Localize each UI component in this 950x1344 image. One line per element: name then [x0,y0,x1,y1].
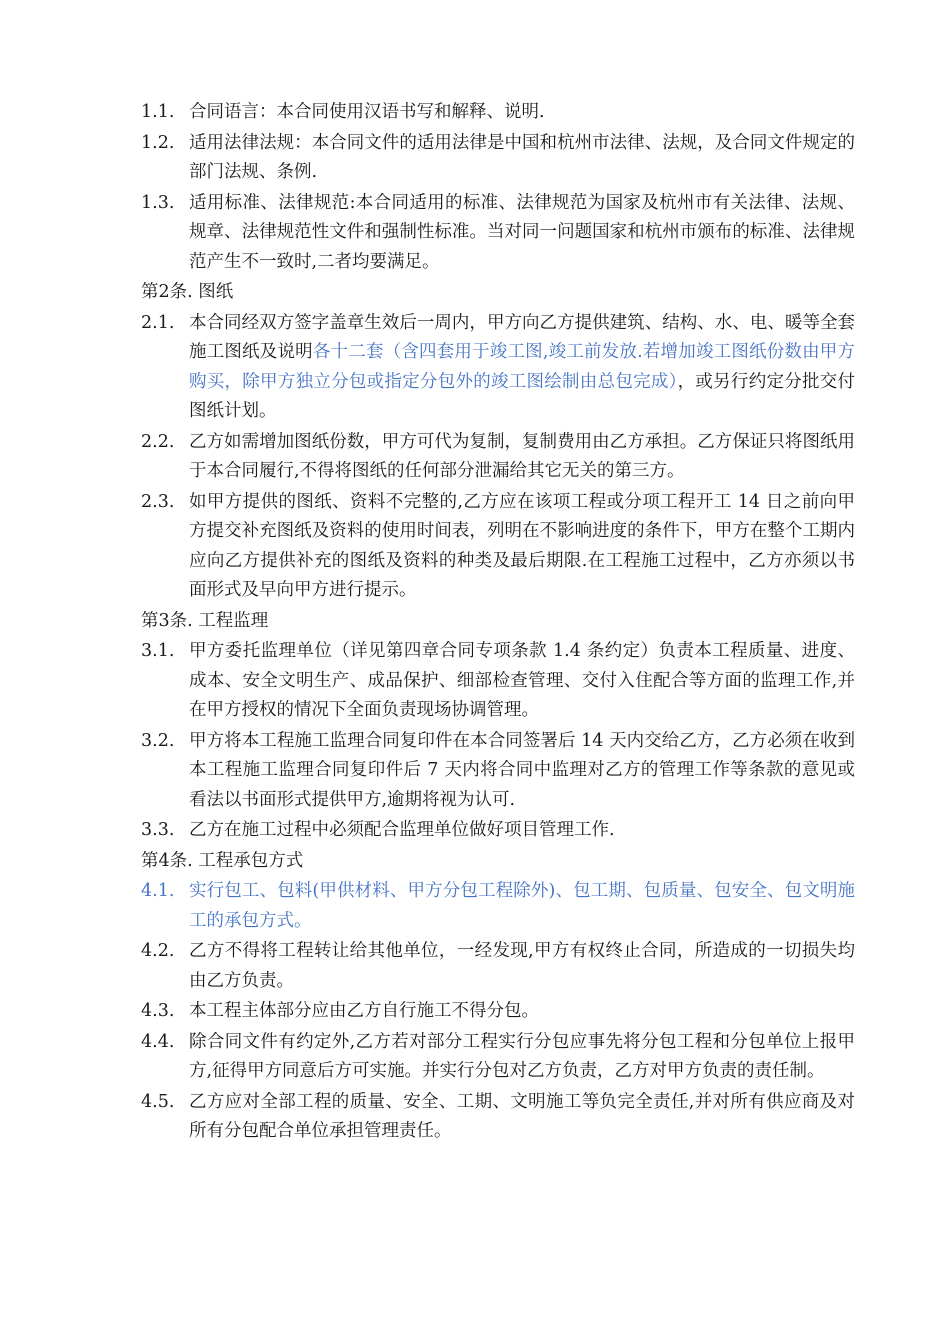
section-heading: 第4条. 工程承包方式 [141,850,304,871]
clause-text-run: 适用法律法规：本合同文件的适用法律是中国和杭州市法律、法规，及合同文件规定的部门法规、条例. [189,132,855,182]
clause-text-run: 甲方委托监理单位（详见第四章合同专项条款 1.4 条约定）负责本工程质量、进度、成本、安全文明生产、成品保护、细部检查管理、交付入住配合等方面的监理工作,并在甲方授权的情况下全面负责现场协调管理。 [189,641,855,720]
clause-number: 2.2. [141,431,175,452]
clause-item [0,98,950,128]
clause-item [0,428,950,487]
clause-text-run: 除合同文件有约定外,乙方若对部分工程实行分包应事先将分包工程和分包单位上报甲方,征得甲方同意后方可实施。并实行分包对乙方负责，乙方对甲方负责的责任制。 [189,1031,855,1081]
clause-text-run: 乙方不得将工程转让给其他单位，一经发现,甲方有权终止合同，所造成的一切损失均由乙方负责。 [189,941,855,991]
clause-number: 2.1. [141,312,175,333]
clause-item [0,1088,950,1147]
clause-text-run: 合同语言：本合同使用汉语书写和解释、说明. [189,102,545,122]
clause-text-run: 甲方将本工程施工监理合同复印件在本合同签署后 14 天内交给乙方，乙方必须在收到本工程施工监理合同复印件后 7 天内将合同中监理对乙方的管理工作等条款的意见或看法以书面形式提供甲方,逾期将视为认可. [189,730,855,810]
clause-text-run: 乙方如需增加图纸份数，甲方可代为复制，复制费用由乙方承担。乙方保证只将图纸用于本合同履行,不得将图纸的任何部分泄漏给其它无关的第三方。 [189,431,855,481]
highlighted-text: 实行包工、包料(甲供材料、甲方分包工程除外)、包工期、包质量、包安全、包文明施工的承包方式。 [189,881,855,931]
highlighted-text: 各十二套（含四套用于竣工图,竣工前发放.若增加竣工图纸份数由甲方购买，除甲方独立分包或指定分包外的竣工图绘制由总包完成） [189,342,855,392]
clause-number: 3.1. [141,641,175,661]
clause-text-run: 本合同经双方签字盖章生效后一周内，甲方向乙方提供建筑、结构、水、电、暖等全套施工图纸及说明 [189,312,855,362]
clause-text [189,98,855,128]
clause-number: 4.5. [141,1091,175,1112]
clause-number: 4.2. [141,941,175,961]
clause-text-run: ，或另行约定分批交付图纸计划。 [189,371,856,421]
clause-number: 3.3. [141,820,175,840]
clause-text [189,877,855,936]
clause-text [189,727,855,816]
clause-item [0,309,950,427]
clause-number: 3.2. [141,730,175,751]
clause-text [189,488,855,606]
clause-text [189,129,855,188]
contract-page [0,98,950,1148]
clause-text-run: 适用标准、法律规范:本合同适用的标准、法律规范为国家及杭州市有关法律、法规、规章、法律规范性文件和强制性标准。当对同一问题国家和杭州市颁布的标准、法律规范产生不一致时,二者均要满足。 [189,192,855,272]
clause-text [189,937,855,996]
clause-item [0,1028,950,1087]
clause-text [189,189,855,278]
clause-item [0,937,950,996]
clause-text-run: 如甲方提供的图纸、资料不完整的,乙方应在该项工程或分项工程开工 14 日之前向甲方提交补充图纸及资料的使用时间表，列明在不影响进度的条件下，甲方在整个工期内应向乙方提供补充的图纸及资料的种类及最后期限.在工程施工过程中，乙方亦须以书面形式及早向甲方进行提示。 [189,491,855,600]
clause-item [0,727,950,816]
clause-text [189,1028,855,1087]
clause-text [189,1088,855,1147]
clause-number: 2.3. [141,491,175,512]
clause-number: 1.3. [141,192,175,213]
clause-text-run: 本工程主体部分应由乙方自行施工不得分包。 [189,1001,539,1021]
clause-text-run: 乙方在施工过程中必须配合监理单位做好项目管理工作. [189,820,615,840]
clause-item [0,189,950,278]
clause-number: 4.3. [141,1001,175,1021]
clause-number: 4.1. [141,881,175,901]
clause-number: 1.1. [141,102,175,122]
clause-text [189,637,855,726]
section-heading: 第3条. 工程监理 [141,610,269,631]
clause-item [0,129,950,188]
clause-number: 4.4. [141,1031,175,1052]
clause-item [0,488,950,606]
clause-text-run: 乙方应对全部工程的质量、安全、工期、文明施工等负完全责任,并对所有供应商及对所有分包配合单位承担管理责任。 [189,1091,855,1141]
clause-item [0,637,950,726]
clause-text [189,428,855,487]
section-heading: 第2条. 图纸 [141,282,234,302]
clause-number: 1.2. [141,132,175,153]
clause-text [189,309,855,427]
clause-text [189,816,855,846]
clause-text [189,997,855,1027]
clause-item [0,877,950,936]
clause-item [0,816,950,846]
clause-item [0,997,950,1027]
